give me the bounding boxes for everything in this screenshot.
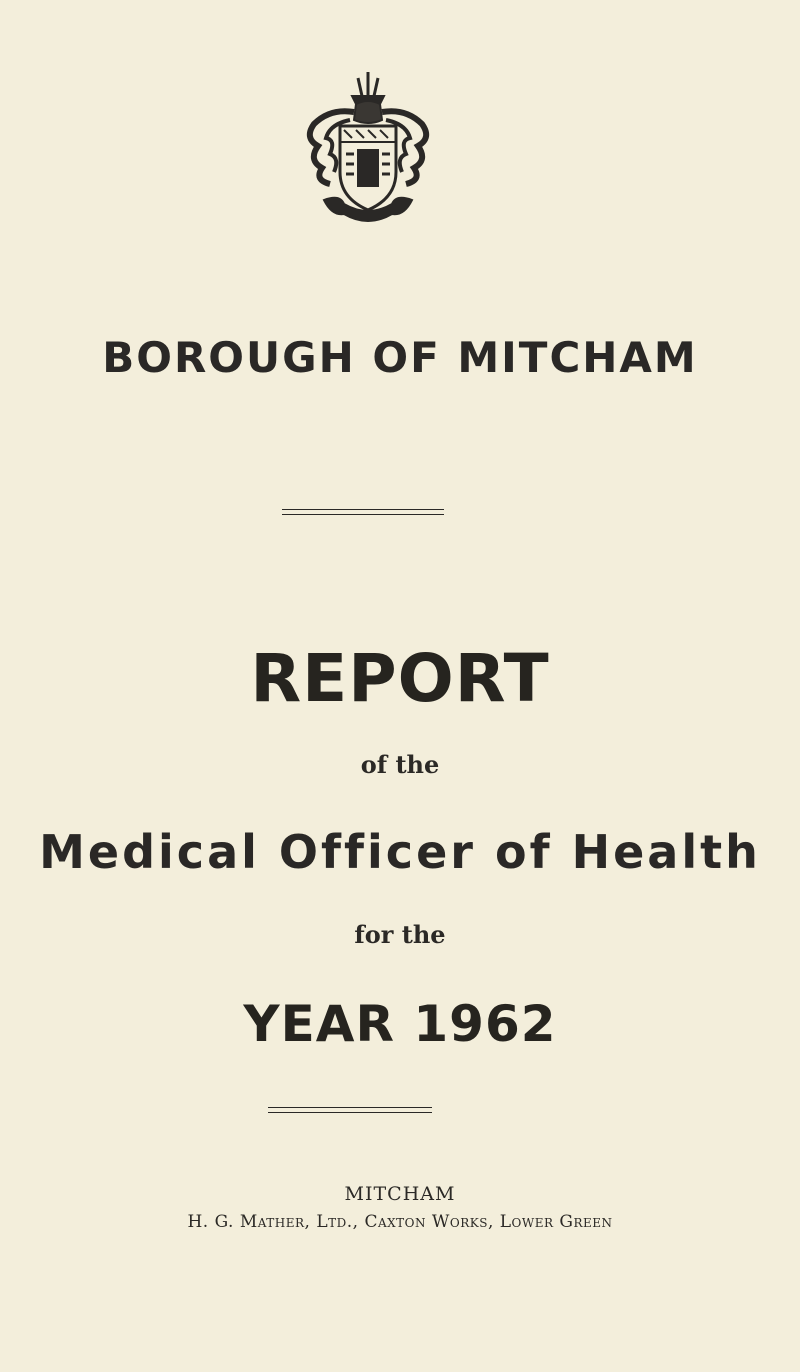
lower-divider-inner	[268, 1112, 432, 1113]
upper-divider	[282, 509, 444, 510]
place-name: MITCHAM	[344, 1183, 456, 1205]
lower-divider	[268, 1107, 432, 1108]
officer-title: Medical Officer of Health	[39, 825, 761, 879]
borough-title: BOROUGH OF MITCHAM	[102, 333, 698, 382]
report-title: REPORT	[250, 640, 550, 717]
upper-divider-inner	[282, 514, 444, 515]
for-the-text: for the	[354, 920, 446, 949]
year-line: YEAR 1962	[243, 995, 557, 1053]
of-the-text: of the	[360, 750, 440, 779]
printer-imprint: H. G. Mather, Ltd., Caxton Works, Lower Green	[187, 1212, 613, 1232]
borough-crest-icon	[300, 68, 436, 230]
